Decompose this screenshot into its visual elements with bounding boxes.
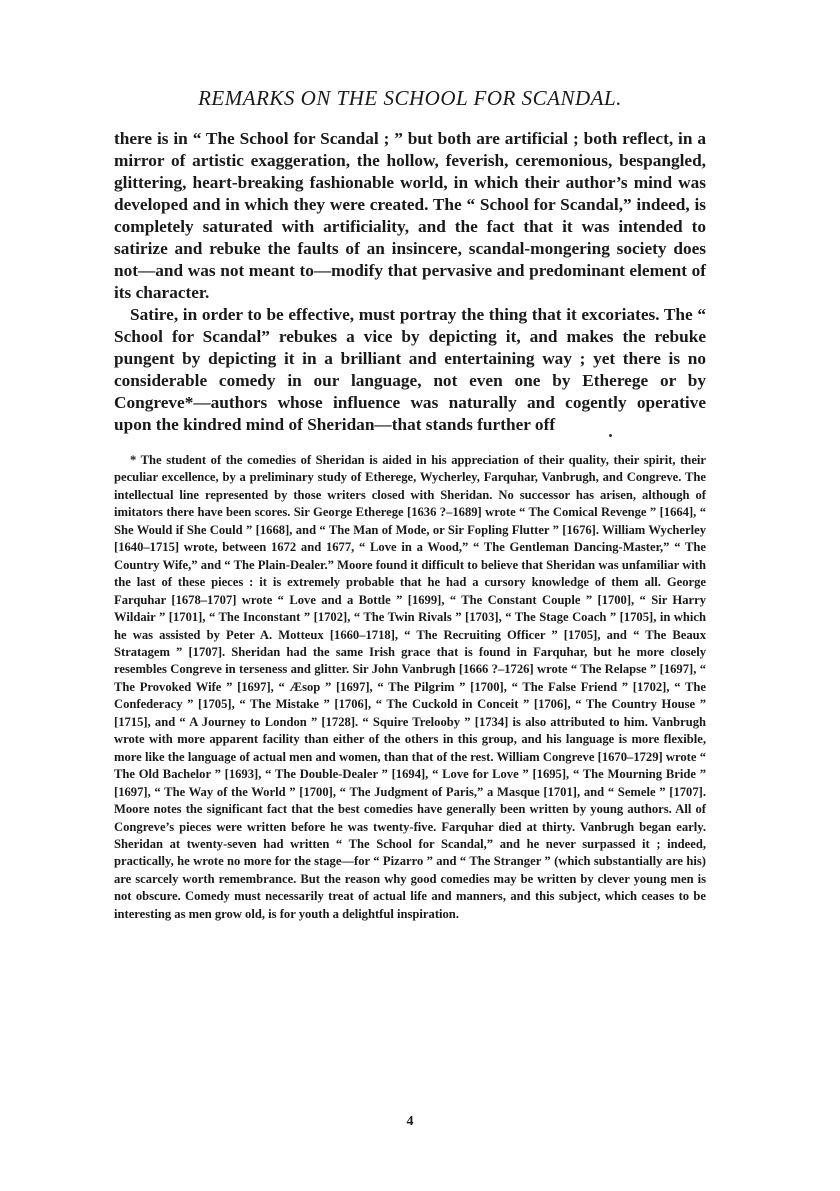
- body-paragraph: Satire, in order to be effective, must portray the thing that it excoriates. The “ School for Scandal” rebukes a vice by depicting it, and makes the rebuke pungent by depicting it in a brilliant and entertaining way ; yet there is no considerable comedy in our language, not even one by Etherege or by Congreve*—authors whose influence was naturally and cogently operative upon the kindred mind of Sheridan—that stands further off: [114, 305, 706, 434]
- body-paragraph: there is in “ The School for Scandal ; ” but both are artificial ; both reflect, in a mirror of artistic exaggeration, the hollow, feverish, ceremonious, bespangled, glittering, heart-breaking fashionable world, in which their author’s mind was developed and in which they were created. The “ School for Scandal,” indeed, is completely saturated with artificiality, and the fact that it was intended to satirize and rebuke the faults of an insincere, scandal-mongering society does not—and was not meant to—modify that pervasive and predominant element of its character.: [114, 129, 706, 302]
- footnote: [114, 452, 706, 923]
- running-head: REMARKS ON THE SCHOOL FOR SCANDAL.: [198, 86, 622, 110]
- printer-mark: [609, 434, 612, 437]
- footnote-text: * The student of the comedies of Sheridan is aided in his appreciation of their quality, their spirit, their peculiar excellence, by a preliminary study of Etherege, Wycherley, Farquhar, Vanbrugh, and Congreve. The intellectual line represented by those writers closed with Sheridan. No successor has arisen, although of imitators there have been scores. Sir George Etherege [1636 ?–1689] wrote “ The Comical Revenge ” [1664], “ She Would if She Could ” [1668], and “ The Man of Mode, or Sir Fopling Flutter ” [1676]. William Wycherley [1640–1715] wrote, between 1672 and 1677, “ Love in a Wood,” “ The Gentleman Dancing-Master,” “ The Country Wife,” and “ The Plain-Dealer.” Moore found it difficult to believe that Sheridan was unfamiliar with the last of these pieces : it is extremely probable that he had a cursory knowledge of them all. George Farquhar [1678–1707] wrote “ Love and a Bottle ” [1699], “ The Constant Couple ” [1700], “ Sir Harry Wildair ” [1701], “ The Inconstant ” [1702], “ The Twin Rivals ” [1703], “ The Stage Coach ” [1705], in which he was assisted by Peter A. Motteux [1660–1718], “ The Recruiting Officer ” [1705], and “ The Beaux Stratagem ” [1707]. Sheridan had the same Irish grace that is found in Farquhar, but he more closely resembles Congreve in terseness and glitter. Sir John Vanbrugh [1666 ?–1726] wrote “ The Relapse ” [1697], “ The Provoked Wife ” [1697], “ Æsop ” [1697], “ The Pilgrim ” [1700], “ The False Friend ” [1702], “ The Confederacy ” [1705], “ The Mistake ” [1706], “ The Cuckold in Conceit ” [1706], “ The Country House ” [1715], and “ A Journey to London ” [1728]. “ Squire Trelooby ” [1734] is also attributed to him. Vanbrugh wrote with more apparent facility than either of the others in this group, and his language is more flexible, more like the language of actual men and women, than that of the rest. William Congreve [1670–1729] wrote “ The Old Bachelor ” [1693], “ The Double-Dealer ” [1694], “ Love for Love ” [1695], “ The Mourning Bride ” [1697], “ The Way of the World ” [1700], “ The Judgment of Paris,” a Masque [1701], and “ Semele ” [1707]. Moore notes the significant fact that the best comedies have generally been written by young authors. All of Congreve’s pieces were written before he was twenty-five. Farquhar died at thirty. Vanbrugh began early. Sheridan at twenty-seven had written “ The School for Scandal,” and he never surpassed it ; indeed, practically, he wrote no more for the stage—for “ Pizarro ” and “ The Stranger ” (which substantially are his) are scarcely worth remembrance. But the reason why good comedies may be written by clever young men is not obscure. Comedy must necessarily treat of actual life and manners, and this subject, which ceases to be interesting as men grow old, is for youth a delightful inspiration.: [114, 453, 706, 921]
- main-text: [114, 128, 706, 436]
- page-number: 4: [406, 1114, 414, 1129]
